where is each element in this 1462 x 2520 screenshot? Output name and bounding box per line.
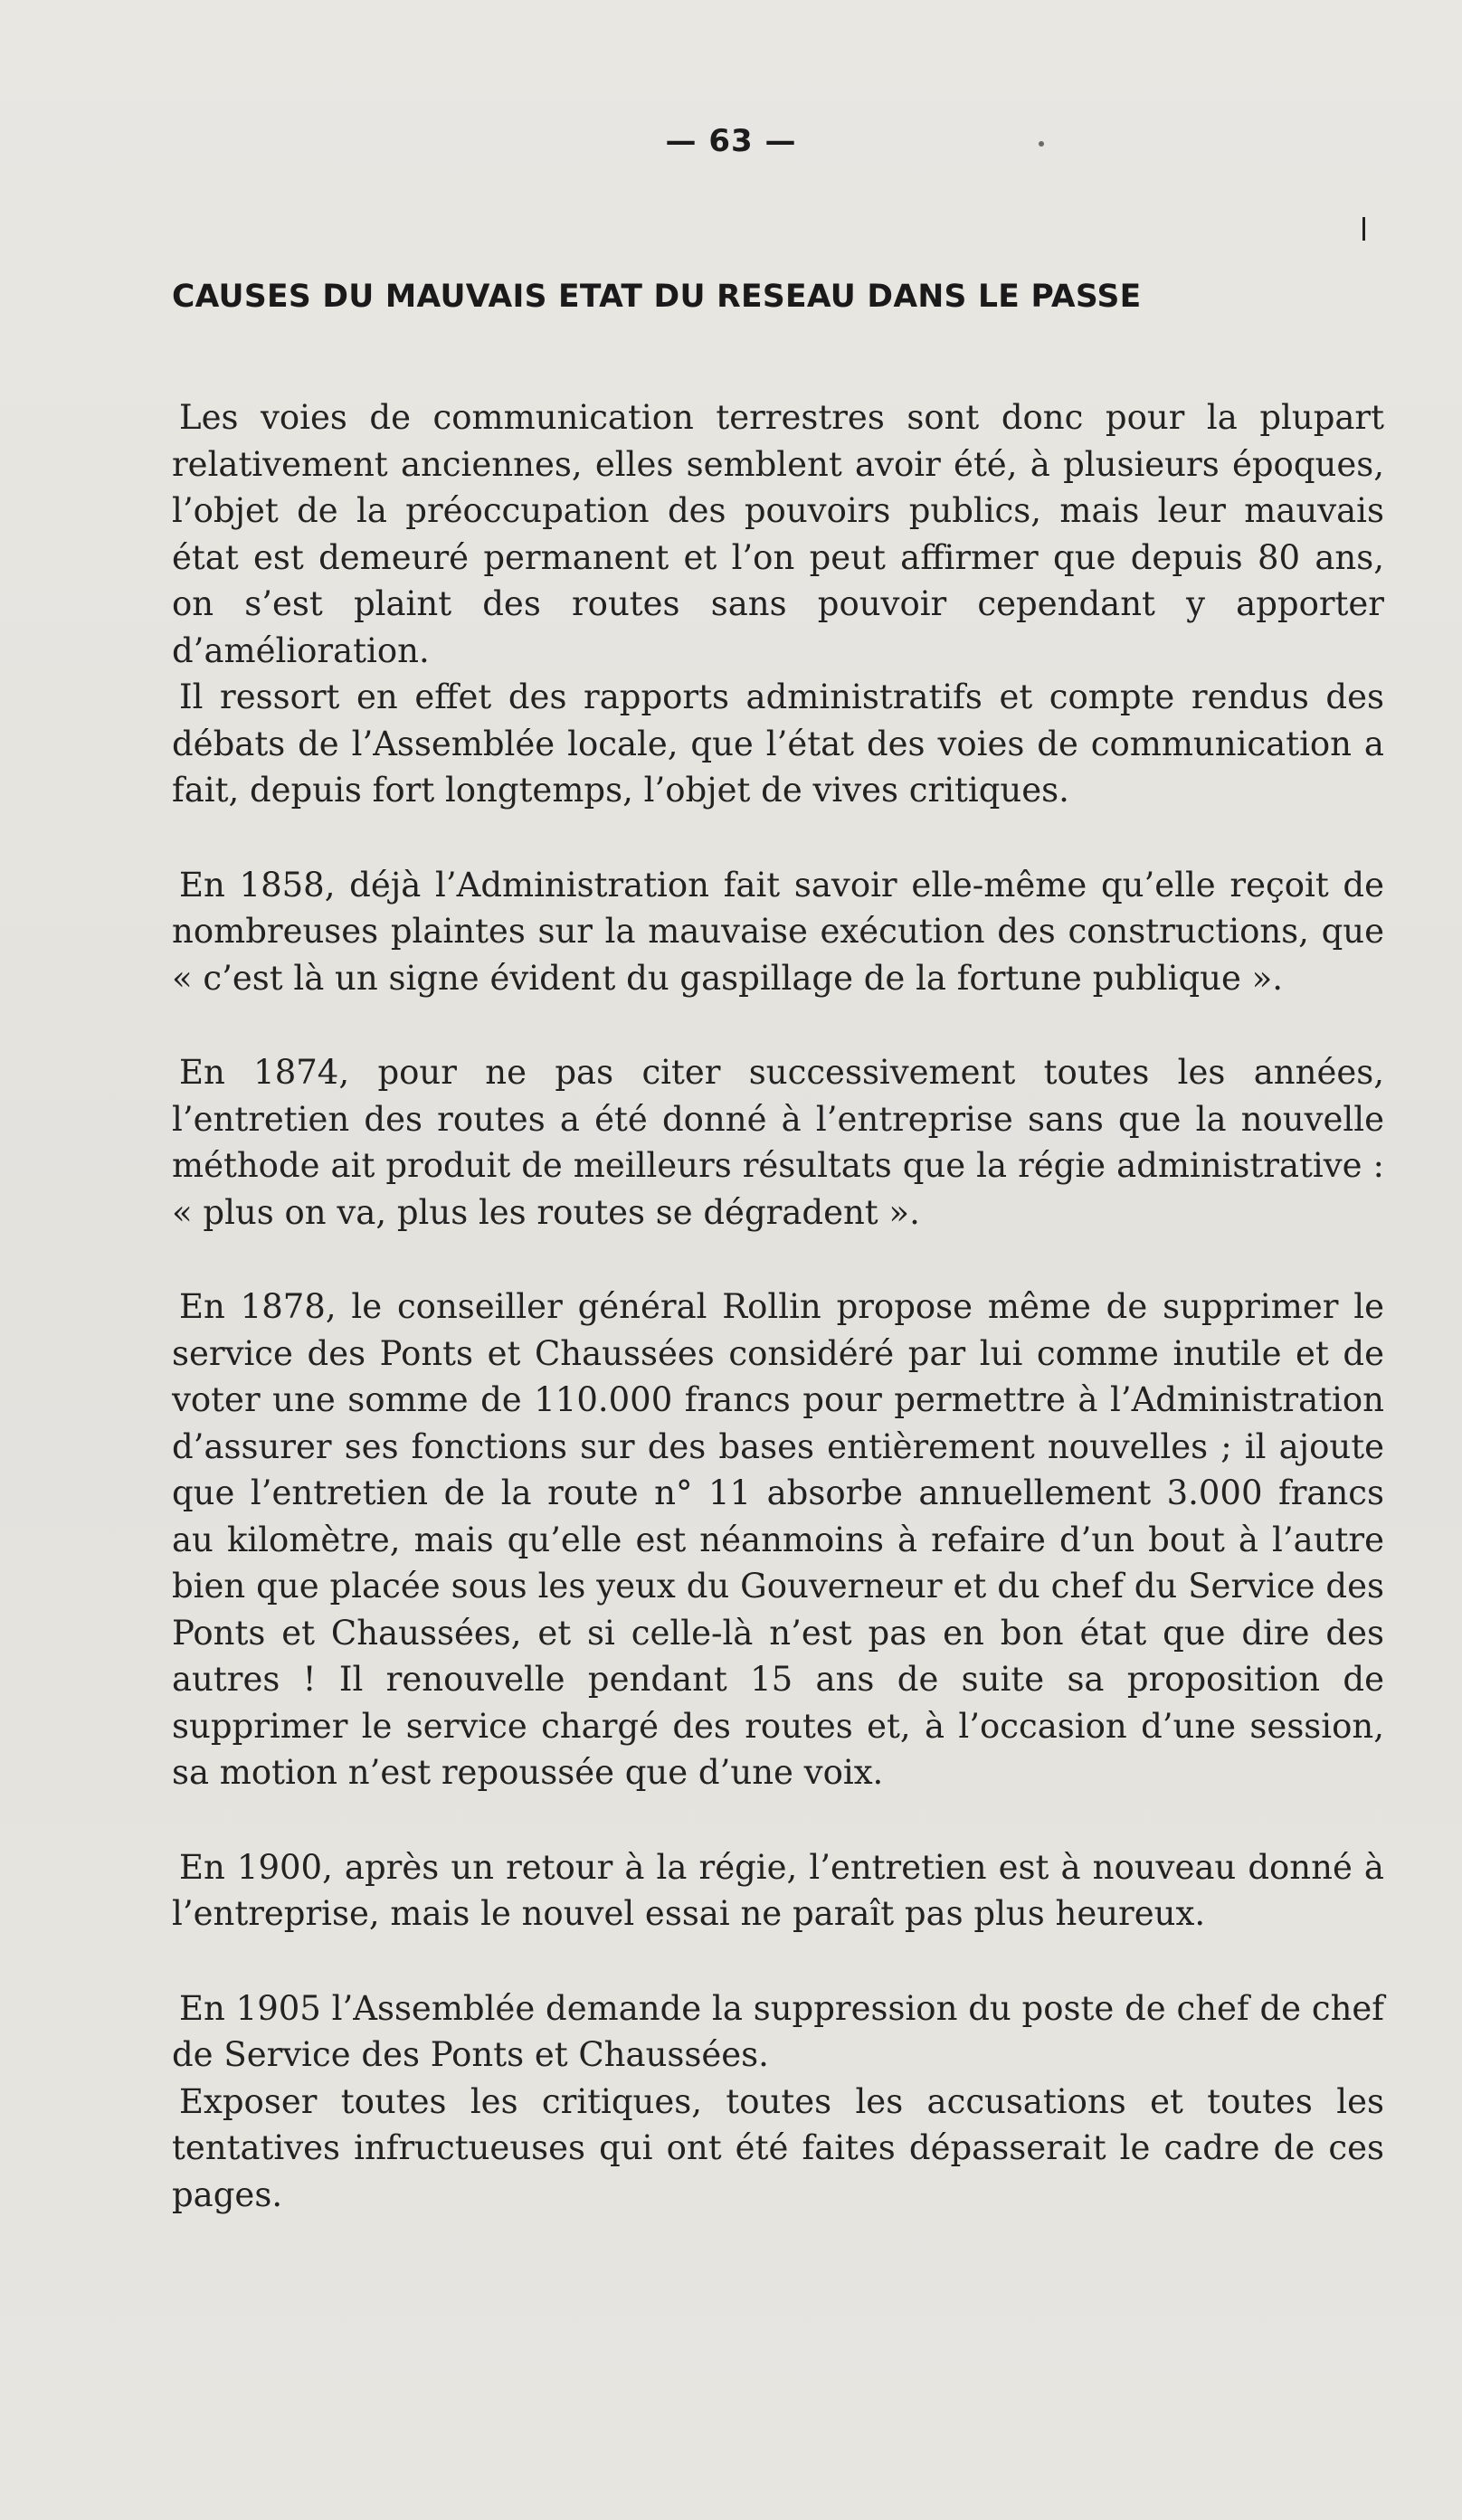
stray-bar-mark	[1362, 217, 1365, 241]
page-number: — 63 —	[665, 123, 797, 159]
paragraph-6: En 1900, après un retour à la régie, l’entretien est à nouveau donné à l’entreprise, mais le nouvel essai ne paraît pas plus heureux.	[172, 1847, 1384, 1933]
paragraph-4: En 1874, pour ne pas citer successivement toutes les années, l’entretien des routes a été donné à l’entreprise sans que la nouvelle méthode ait produit de meilleurs résultats que la régie administrative : « plus on va, plus les routes se dégradent ».	[172, 1053, 1384, 1232]
paragraph-5: En 1878, le conseiller général Rollin propose même de supprimer le service des Ponts et Chaussées considéré par lui comme inutile et de voter une somme de 110.000 francs pour permettre à l’Administration d’assurer ses fonctions sur des bases entièrement nouvelles ; il ajoute que l’entretien de la route n° 11 absorbe annuellement 3.000 francs au kilomètre, mais qu’elle est néanmoins à refaire d’un bout à l’autre bien que placée sous les yeux du Gouverneur et du chef du Service des Ponts et Chaussées, et si celle-là n’est pas en bon état que dire des autres ! Il renouvelle pendant 15 ans de suite sa proposition de supprimer le service chargé des routes et, à l’occasion d’une session, sa motion n’est repoussée que d’une voix.	[172, 1287, 1384, 1792]
paragraph-1: Les voies de communication terrestres sont donc pour la plupart relativement anciennes, elles semblent avoir été, à plusieurs époques, l’objet de la préoccupation des pouvoirs publics, mais leur mauvais état est demeuré permanent et l’on peut affirmer que depuis 80 ans, on s’est plaint des routes sans pouvoir cependant y apporter d’amélioration.	[172, 398, 1384, 670]
paragraph-8: Exposer toutes les critiques, toutes les accusations et toutes les tentatives infructueuses qui ont été faites dépasserait le cadre de ces pages.	[172, 2081, 1384, 2214]
section-title: CAUSES DU MAUVAIS ETAT DU RESEAU DANS LE PASSE	[172, 279, 1142, 315]
paragraph-3: En 1858, déjà l’Administration fait savoir elle-même qu’elle reçoit de nombreuses plaintes sur la mauvaise exécution des constructions, que « c’est là un signe évident du gaspillage de la fortune publique ».	[172, 865, 1384, 998]
paragraph-7: En 1905 l’Assemblée demande la suppression du poste de chef de chef de Service des Ponts et Chaussées.	[172, 1988, 1384, 2074]
body-text	[172, 394, 1384, 2218]
paragraph-2: Il ressort en effet des rapports administratifs et compte rendus des débats de l’Assemblée locale, que l’état des voies de communication a fait, depuis fort longtemps, l’objet de vives critiques.	[172, 677, 1384, 810]
